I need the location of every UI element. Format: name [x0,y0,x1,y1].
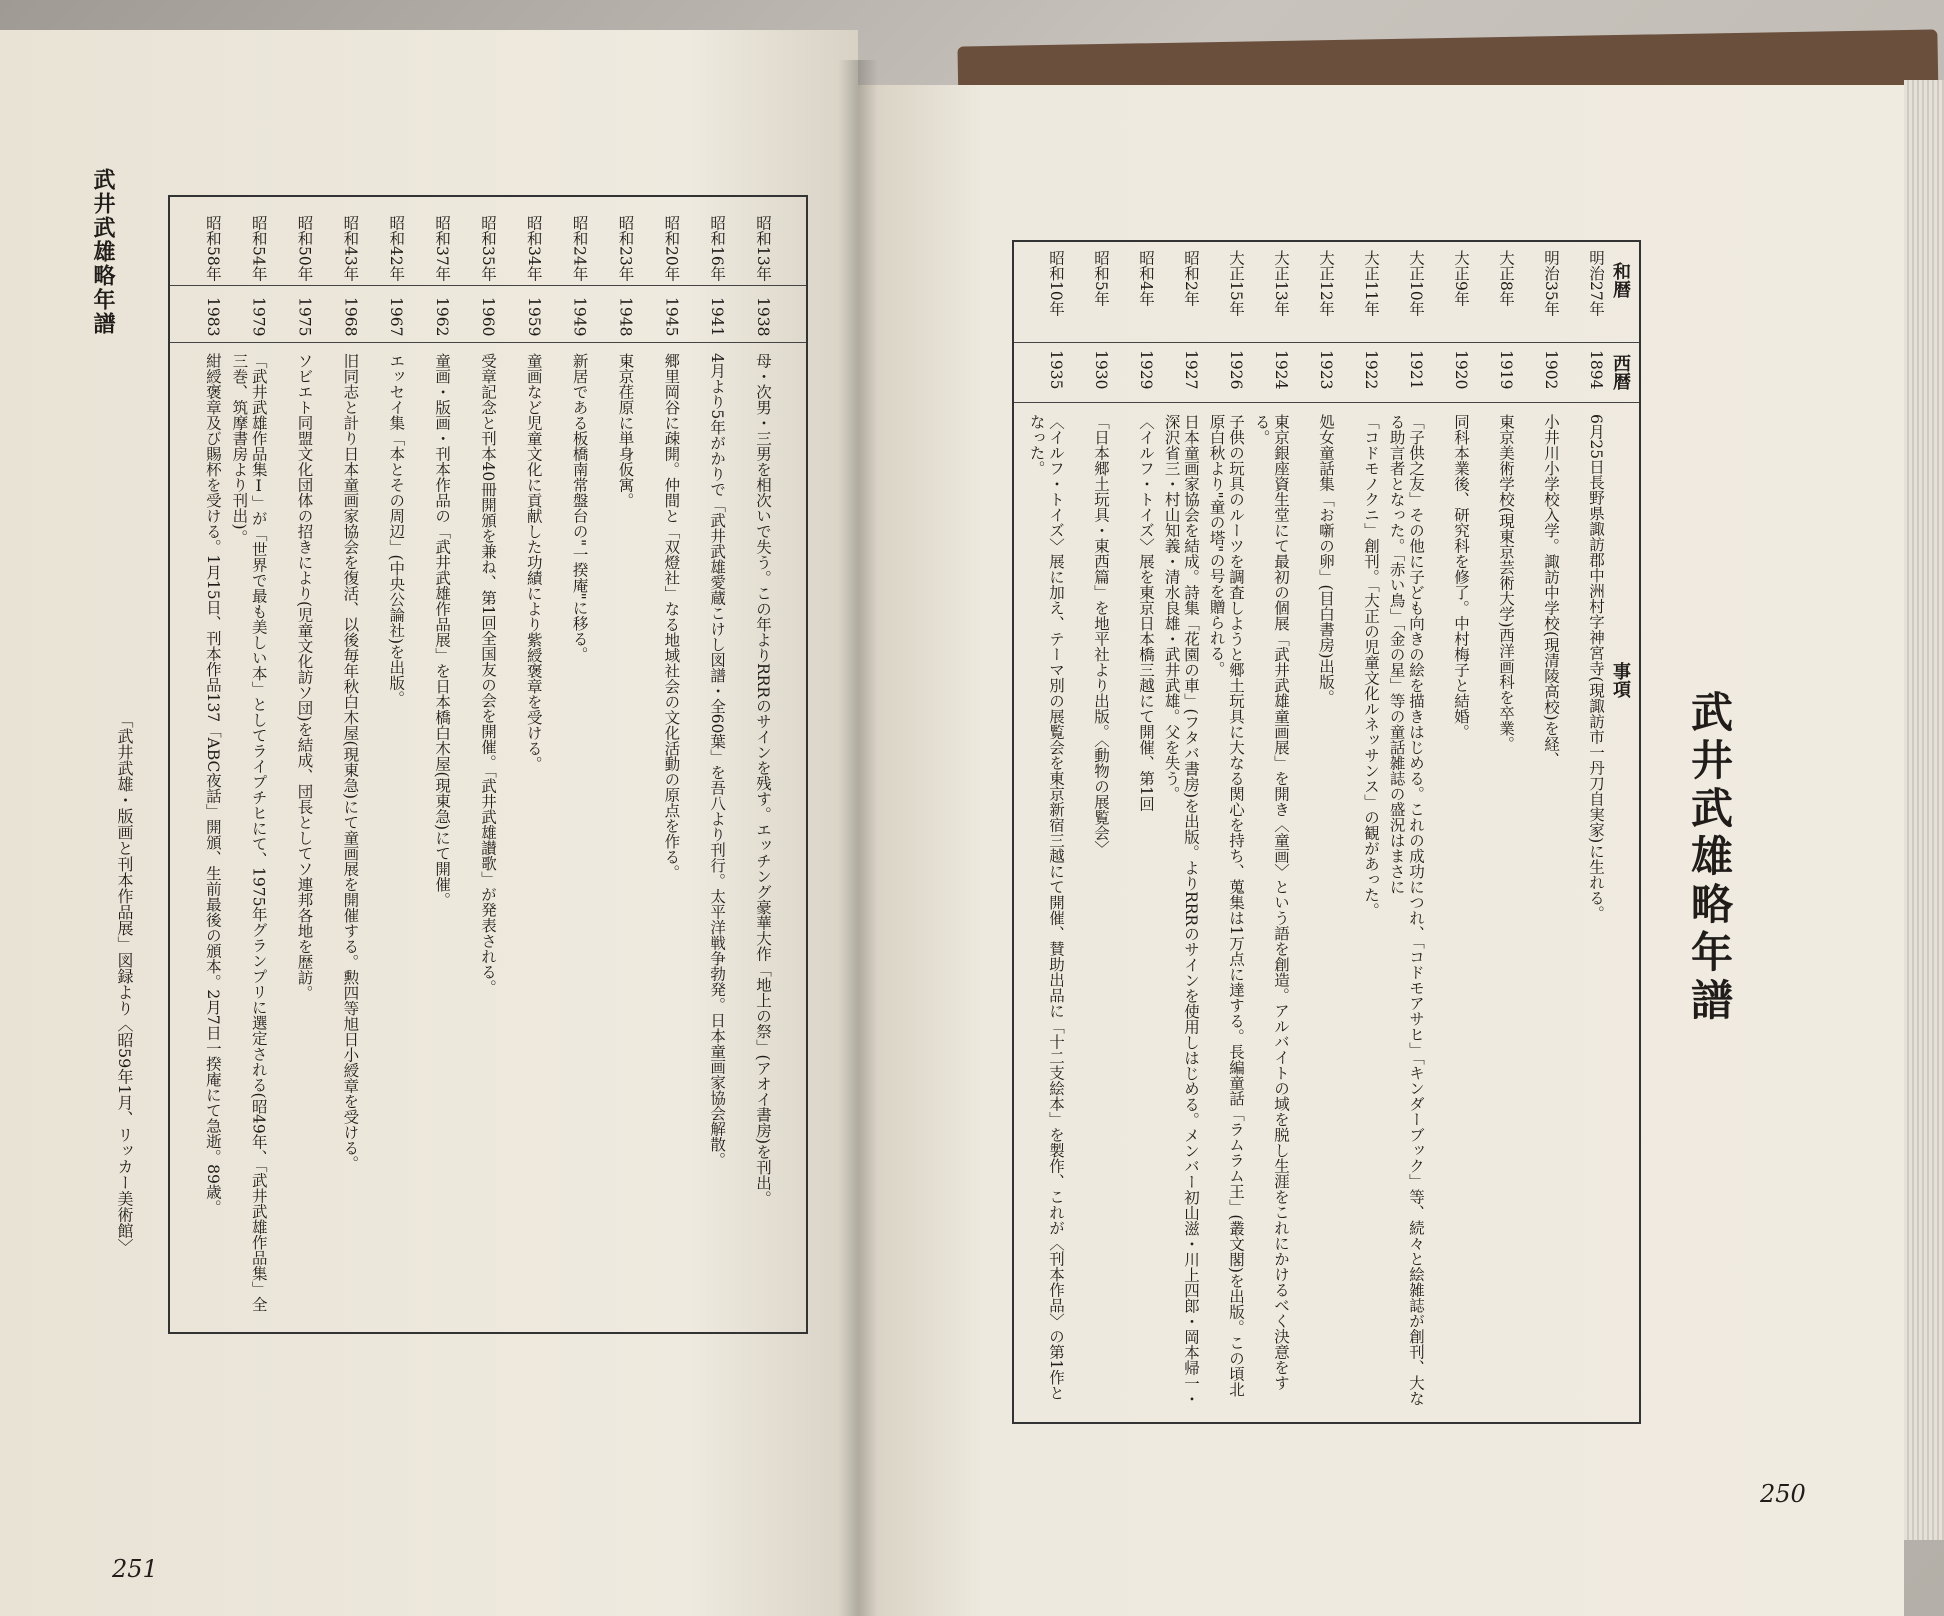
header-year: 西暦 [1610,354,1631,390]
header-text: 事項 [1610,662,1631,698]
row-year: 1926 [1227,350,1245,390]
row-era: 大正10年 [1407,250,1425,317]
row-era: 昭和23年 [616,215,635,282]
row-year: 1902 [1542,350,1560,390]
row-text: 同科本業後、研究科を修了。中村梅子と結婚。 [1452,414,1470,740]
row-era: 昭和4年 [1137,250,1155,307]
row-era: 昭和2年 [1182,250,1200,307]
row-era: 昭和35年 [478,215,497,282]
row-text: 6月25日長野県諏訪郡中洲村字神宮寺(現諏訪市一丹刀自実家)に生れる。 [1587,414,1605,921]
row-text: 童画・版画・刊本作品の「武井武雄作品展」を日本橋白木屋(現東急)にて開催。 [433,353,452,908]
row-era: 大正8年 [1497,250,1515,307]
row-era: 昭和58年 [203,215,222,282]
row-era: 大正9年 [1452,250,1470,307]
row-text: 東京美術学校(現東京芸術大学)西洋画科を卒業。 [1497,414,1515,752]
row-year: 1967 [387,297,406,337]
row-text: 東京荏原に単身仮寓。 [616,353,635,508]
row-year: 1921 [1407,350,1425,390]
page-title: 武井武雄略年譜 [1685,690,1734,1026]
row-text: 旧同志と計り日本童画家協会を復活、以後毎年秋白木屋(現東急)にて童画展を開催する。勲四等旭日小綬章を受ける。 [341,353,360,1172]
running-head: 武井武雄略年譜 [90,168,116,336]
row-year: 1924 [1272,350,1290,390]
row-era: 明治35年 [1542,250,1560,317]
row-era: 昭和54年 [249,215,268,282]
row-text: 処女童話集「お噺の卵」(目白書房)出版。 [1317,414,1335,706]
row-era: 昭和42年 [387,215,406,282]
row-era: 昭和10年 [1047,250,1065,317]
row-year: 1979 [249,297,268,337]
row-text: 子供の玩具のルーツを調査しようと郷土玩具に大なる関心を持ち、蒐集は1万点に達する。長編童話「ラムラム王」(叢文閣)を出版。この頃北原白秋より"童の塔"の号を贈られる。 [1207,414,1245,1397]
row-year: 1929 [1137,350,1155,390]
row-era: 昭和43年 [341,215,360,282]
row-year: 1923 [1317,350,1335,390]
row-text: ソビエト同盟文化団体の招きにより(児童文化訪ソ団)を結成、団長としてソ連邦各地を歴訪。 [295,353,314,1001]
row-year: 1919 [1497,350,1515,390]
right-page-number: 250 [1760,1480,1806,1508]
row-era: 明治27年 [1587,250,1605,317]
row-text: 〈イルフ・トイズ〉展を東京日本橋三越にて開催、第1回 [1137,414,1155,812]
row-year: 1975 [295,297,314,337]
row-era: 昭和24年 [570,215,589,282]
row-year: 1927 [1182,350,1200,390]
row-era: 昭和13年 [754,215,772,282]
page-stack-edge [1904,80,1944,1540]
row-text: 紺綬褒章及び賜杯を受ける。1月15日、刊本作品137「ABC夜話」開頒、生前最後の頒本。2月7日一揆庵にて急逝。89歳。 [203,353,222,1215]
row-era: 大正11年 [1362,250,1380,317]
row-year: 1949 [570,297,589,337]
header-era: 和暦 [1610,262,1631,298]
row-text: 「日本郷土玩具・東西篇」を地平社より出版。〈動物の展覧会〉 [1092,414,1110,856]
right-chronology-table [1012,240,1641,1424]
row-text: 母・次男・三男を相次いで失う。この年よりRRRのサインを残す。エッチング豪華大作「地上の祭」(アオイ書房)を刊出。 [754,353,772,1207]
row-era: 大正12年 [1317,250,1335,317]
book-gutter [838,60,878,1616]
row-era: 昭和16年 [708,215,727,282]
row-year: 1941 [708,297,727,337]
row-year: 1935 [1047,350,1065,390]
row-year: 1960 [478,297,497,337]
row-text: 4月より5年がかりで「武井武雄愛蔵こけし図譜・全60葉」を吾八より刊行。太平洋戦争勃発。日本童画家協会解散。 [708,353,727,1168]
row-era: 昭和37年 [433,215,452,282]
row-text: 小井川小学校入学。諏訪中学校(現清陵高校)を経、 [1542,414,1560,768]
row-text: 「コドモノクニ」創刊。「大正の児童文化ルネッサンス」の観があった。 [1362,414,1380,918]
row-era: 大正15年 [1227,250,1245,317]
row-year: 1968 [341,297,360,337]
footnote: 「武井武雄・版画と刊本作品展」図録より〈昭59年1月、リッカー美術館〉 [115,712,134,1255]
row-year: 1938 [754,297,772,337]
row-year: 1948 [616,297,635,337]
row-year: 1945 [662,297,681,337]
row-text: 郷里岡谷に疎開。仲間と「双燈社」なる地域社会の文化活動の原点を作る。 [662,353,681,880]
row-era: 昭和50年 [295,215,314,282]
row-year: 1922 [1362,350,1380,390]
left-page-number: 251 [112,1555,158,1583]
row-era: 大正13年 [1272,250,1290,317]
row-year: 1920 [1452,350,1470,390]
row-era: 昭和34年 [524,215,543,282]
row-year: 1983 [203,297,222,337]
row-text: 日本童画家協会を結成。詩集「花園の車」(フタバ書房)を出版。よりRRRのサインを使用しはじめる。メンバー初山滋・川上四郎・岡本帰一・深沢省三・村山知義・清水良雄・武井武雄。父を失う。 [1162,414,1200,1407]
row-text: 受章記念と刊本40冊開頒を兼ね、第1回全国友の会を開催。「武井武雄讃歌」が発表される。 [478,353,497,995]
row-text: 「子供之友」その他に子ども向きの絵を描きはじめる。これの成功につれ、「コドモアサヒ」「キンダーブック」等、続々と絵雑誌が創刊、大なる助言者となった。「赤い鳥」「金の星」等の童話雑誌の盛況はまさに [1387,414,1425,1406]
row-text: 〈イルフ・トイズ〉展に加え、テーマ別の展覧会を東京新宿三越にて開催、賛助出品に「十二支絵本」を製作、これが〈刊本作品〉の第1作となった。 [1027,414,1065,1401]
row-text: 「武井武雄作品集Ⅰ」が「世界で最も美しい本」としてライプチヒにて、1975年グランプリに選定される(昭49年、「武井武雄作品集」全三巻、筑摩書房より刊出)。 [230,353,268,1312]
row-year: 1962 [433,297,452,337]
row-year: 1959 [524,297,543,337]
row-year: 1894 [1587,350,1605,390]
row-text: 童画など児童文化に貢献した功績により紫綬褒章を受ける。 [524,353,543,772]
row-era: 昭和20年 [662,215,681,282]
row-text: 新居である板橋南常盤台の"一揆庵"に移る。 [570,353,589,662]
row-year: 1930 [1092,350,1110,390]
row-era: 昭和5年 [1092,250,1110,307]
left-chronology-table [168,195,808,1334]
row-text: エッセイ集「本とその周辺」(中央公論社)を出版。 [387,353,406,707]
row-text: 東京銀座資生堂にて最初の個展「武井武雄童画展」を開き〈童画〉という語を創造。アルバイトの域を脱し生涯をこれにかけるべく決意をする。 [1252,414,1290,1391]
